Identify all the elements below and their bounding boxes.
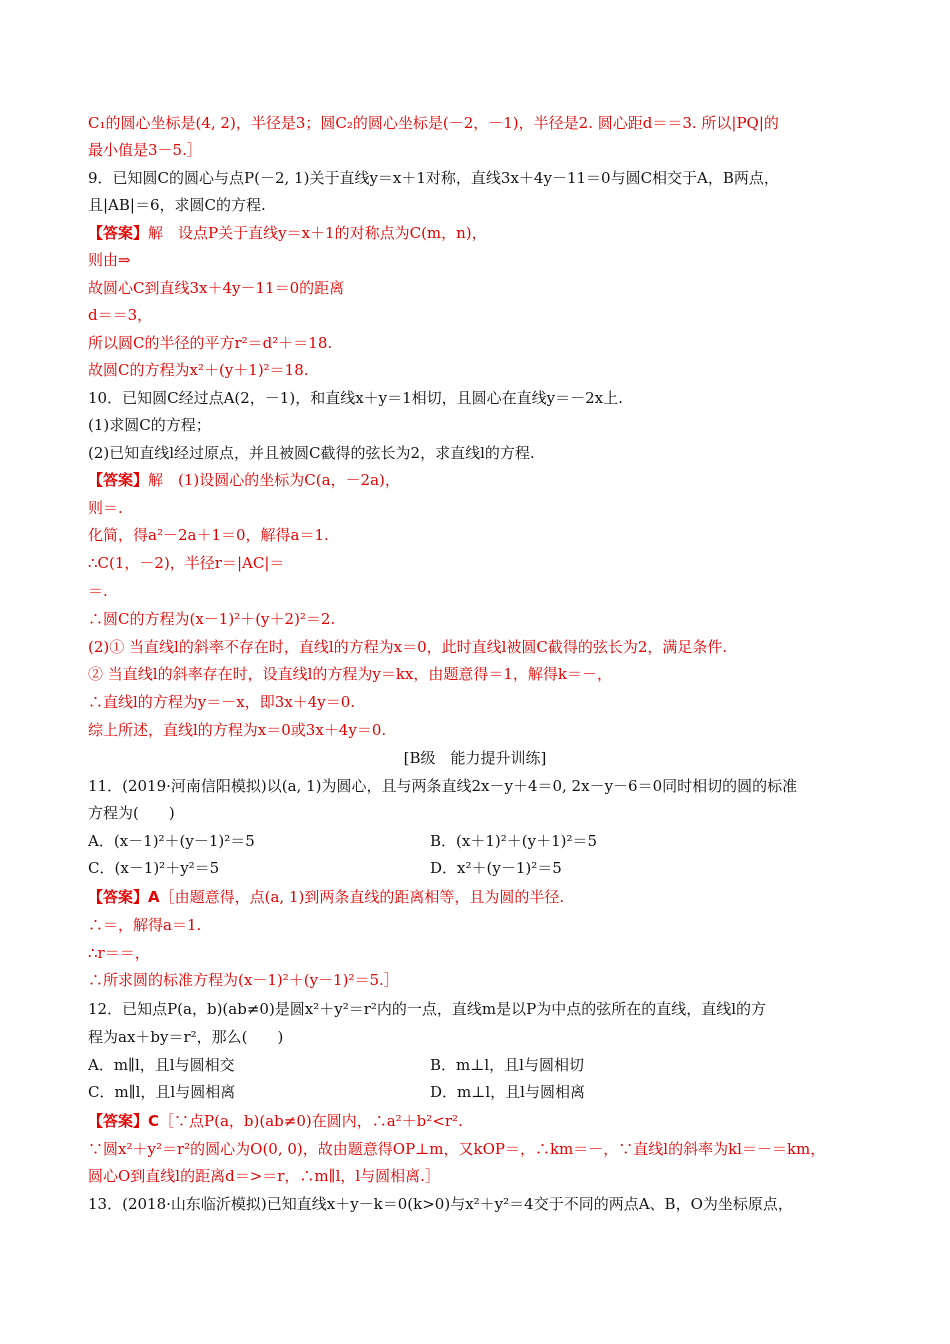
line-text: 11．(2019·河南信阳模拟)以(a, 1)为圆心，且与两条直线2x－y＋4＝0, 2x－y－6＝0同时相切的圆的标准 (88, 777, 798, 795)
line-text: ∴直线l的方程为y＝－x，即3x＋4y＝0. (88, 693, 356, 711)
line-text: A．(x－1)²＋(y－1)²＝5 (88, 832, 255, 850)
line-text: (2)① 当直线l的斜率不存在时，直线l的方程为x＝0，此时直线l被圆C截得的弦长为2，满足条件. (88, 638, 728, 656)
text-line (88, 855, 219, 881)
text-line (88, 165, 779, 191)
line-text: 9．已知圆C的圆心与点P(－2, 1)关于直线y＝x＋1对称，直线3x＋4y－11＝0与圆C相交于A，B两点， (88, 169, 779, 187)
text-line (88, 773, 797, 799)
line-text: 则由⇒ (88, 251, 131, 269)
text-line (88, 412, 211, 438)
line-text: [B级 能力提升训练] (403, 749, 547, 767)
answer-label: 【答案】 (88, 471, 149, 489)
line-text: ∴r＝＝， (88, 944, 150, 962)
answer-label: 【答案】A (88, 888, 160, 906)
text-line (88, 578, 108, 604)
text-line (88, 634, 727, 660)
line-text: ∴圆C的方程为(x－1)²＋(y＋2)²＝2. (88, 610, 336, 628)
answer-label: 【答案】C (88, 1112, 160, 1130)
text-line (88, 828, 255, 854)
line-text: C．(x－1)²＋y²＝5 (88, 859, 220, 877)
answer-label: 【答案】 (88, 224, 149, 242)
line-text: 综上所述，直线l的方程为x＝0或3x＋4y＝0. (88, 721, 387, 739)
line-text: ∴＝，解得a＝1. (88, 916, 202, 934)
text-line (88, 800, 175, 826)
text-line (88, 1136, 825, 1162)
line-text: 程为ax＋by＝r²，那么( ) (88, 1028, 284, 1046)
line-text: d＝＝3， (88, 306, 153, 324)
option-right: D．m⊥l，且l与圆相离 (430, 1083, 585, 1101)
line-text: A．m∥l，且l与圆相交 (88, 1056, 235, 1074)
text-line (88, 884, 564, 910)
text-line (88, 912, 201, 938)
line-text: ② 当直线l的斜率存在时，设直线l的方程为y＝kx，由题意得＝1，解得k＝－， (88, 665, 613, 683)
line-text: C₁的圆心坐标是(4, 2)，半径是3；圆C₂的圆心坐标是(－2，－1)，半径是2. 圆心距d＝＝3. 所以|PQ|的 (88, 114, 779, 132)
text-line (88, 996, 766, 1022)
line-text: 10．已知圆C经过点A(2，－1)，和直线x＋y＝1相切，且圆心在直线y＝－2x上. (88, 389, 623, 407)
line-text: (1)求圆C的方程； (88, 416, 211, 434)
line-text: (2)已知直线l经过原点，并且被圆C截得的弦长为2，求直线l的方程. (88, 444, 535, 462)
text-line (88, 1108, 463, 1134)
text-line (88, 302, 152, 328)
text-line (88, 1079, 235, 1105)
text-line (88, 192, 266, 218)
text-line (88, 606, 335, 632)
text-line (88, 110, 779, 136)
option-right: B．m⊥l，且l与圆相切 (430, 1056, 584, 1074)
text-line (88, 967, 399, 993)
text-line (88, 550, 284, 576)
line-text: ［∵点P(a，b)(ab≠0)在圆内，∴a²＋b²<r². (159, 1112, 463, 1130)
line-text: 故圆心C到直线3x＋4y－11＝0的距离 (88, 279, 345, 297)
line-text: C．m∥l，且l与圆相离 (88, 1083, 236, 1101)
text-line (0, 745, 950, 771)
text-line (88, 522, 329, 548)
line-text: 化简，得a²－2a＋1＝0，解得a＝1. (88, 526, 329, 544)
line-text: 则＝. (88, 499, 123, 517)
text-line (88, 247, 131, 273)
text-line (88, 717, 386, 743)
line-text: 故圆C的方程为x²＋(y＋1)²＝18. (88, 361, 309, 379)
text-line (88, 275, 344, 301)
text-line (88, 357, 309, 383)
text-line (88, 330, 332, 356)
text-line (88, 440, 535, 466)
text-line (88, 1052, 235, 1078)
line-text: 解 设点P关于直线y＝x＋1的对称点为C(m，n)， (148, 224, 487, 242)
line-text: 13．(2018·山东临沂模拟)已知直线x＋y－k＝0(k>0)与x²＋y²＝4交于不同的两点A、B，O为坐标原点， (88, 1195, 793, 1213)
text-line (88, 661, 612, 687)
line-text: ＝. (88, 582, 108, 600)
text-line (88, 385, 623, 411)
line-text: ∵圆x²＋y²＝r²的圆心为O(0, 0)，故由题意得OP⊥m，又kOP＝，∴km＝－，∵直线l的斜率为kl＝－＝km， (88, 1140, 826, 1158)
line-text: ∴所求圆的标准方程为(x－1)²＋(y－1)²＝5.］ (88, 971, 399, 989)
text-line (88, 467, 400, 493)
line-text: 所以圆C的半径的平方r²＝d²＋＝18. (88, 334, 333, 352)
line-text: 12．已知点P(a，b)(ab≠0)是圆x²＋y²＝r²内的一点，直线m是以P为中点的弦所在的直线，直线l的方 (88, 1000, 767, 1018)
text-line (88, 689, 355, 715)
line-text: 圆心O到直线l的距离d＝>＝r，∴m∥l，l与圆相离.］ (88, 1167, 440, 1185)
text-line (88, 940, 150, 966)
line-text: 方程为( ) (88, 804, 175, 822)
text-line (88, 1191, 793, 1217)
text-line (88, 1024, 283, 1050)
text-line (88, 220, 487, 246)
option-right: D．x²＋(y－1)²＝5 (430, 859, 562, 877)
option-right: B．(x＋1)²＋(y＋1)²＝5 (430, 832, 598, 850)
line-text: 最小值是3－5.］ (88, 141, 202, 159)
line-text: ∴C(1，－2)，半径r＝|AC|＝ (88, 554, 285, 572)
text-line (88, 137, 202, 163)
line-text: 解 (1)设圆心的坐标为C(a，－2a)， (148, 471, 400, 489)
text-line (88, 495, 123, 521)
line-text: ［由题意得，点(a, 1)到两条直线的距离相等，且为圆的半径. (159, 888, 565, 906)
line-text: 且|AB|＝6，求圆C的方程. (88, 196, 266, 214)
text-line (88, 1163, 440, 1189)
